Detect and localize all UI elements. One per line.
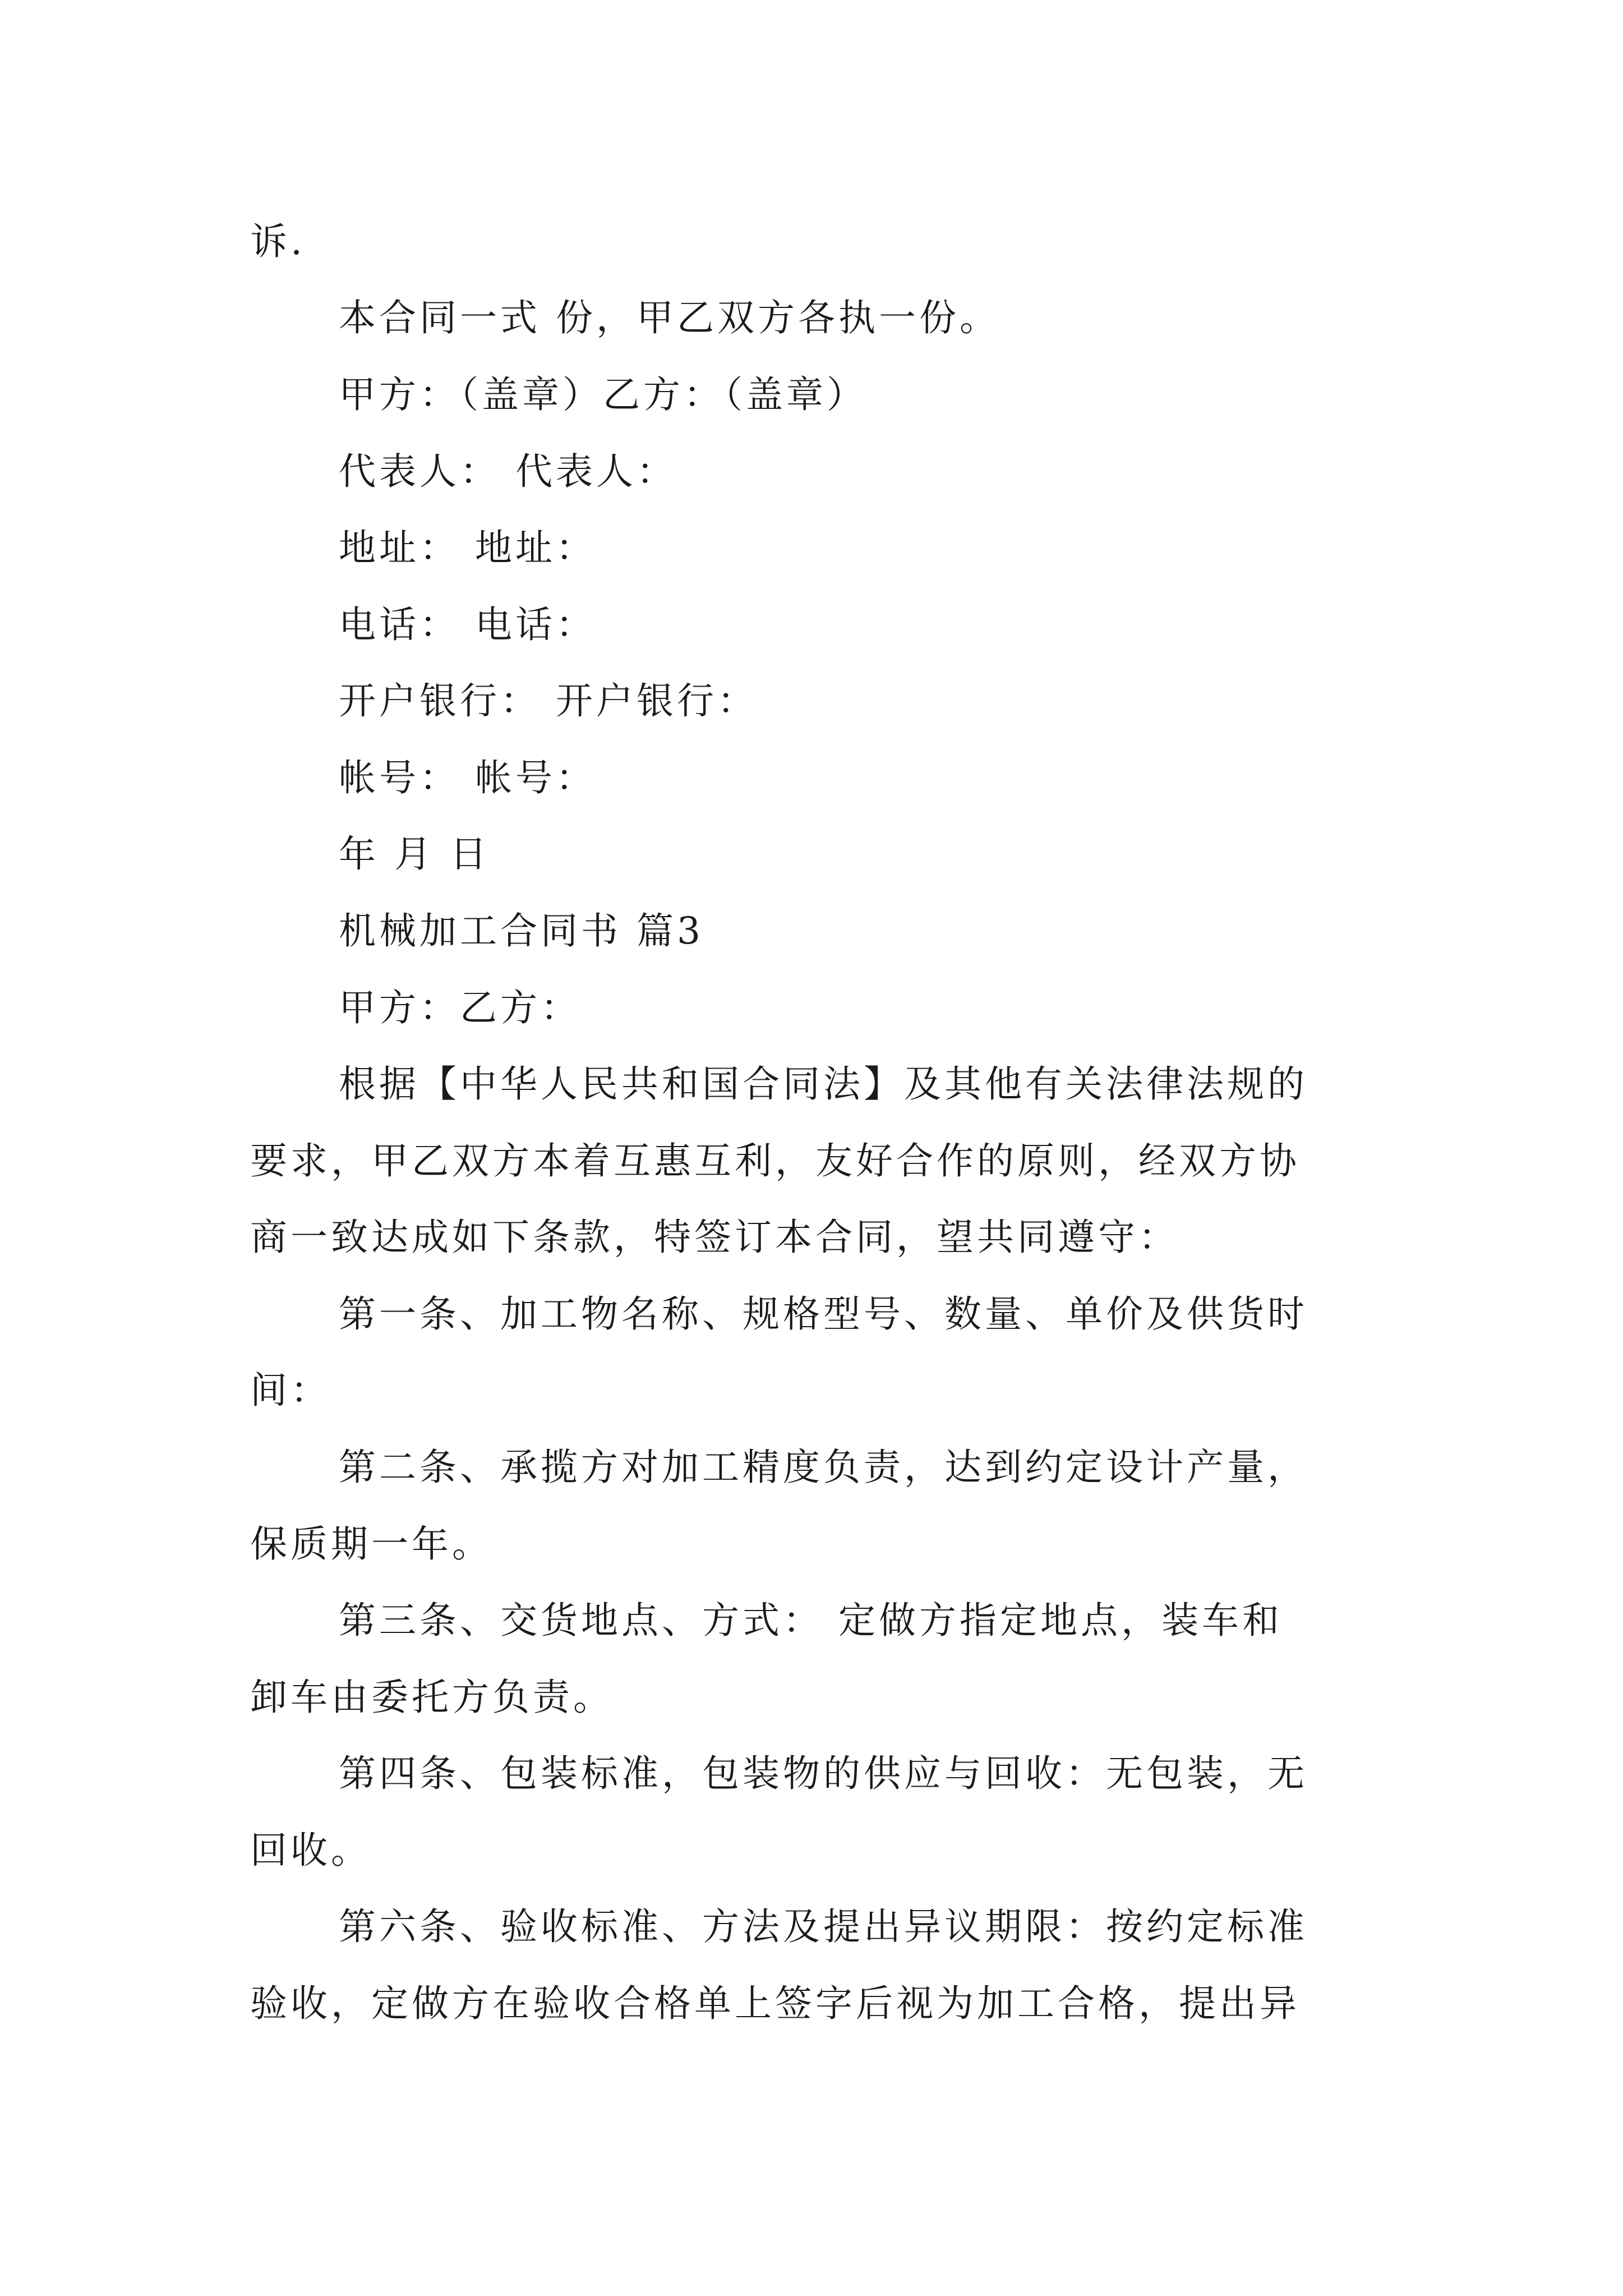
text-line: 诉. xyxy=(250,220,306,263)
text-line: 开户银行： 开户银行： xyxy=(339,679,758,723)
section-heading: 机械加工合同书 篇3 xyxy=(339,909,704,953)
text-line: 要求，甲乙双方本着互惠互利，友好合作的原则，经双方协 xyxy=(250,1139,1300,1182)
text-line: 代表人： 代表人： xyxy=(339,450,677,493)
text-line: 第三条、交货地点、方式： 定做方指定地点，装车和 xyxy=(339,1599,1283,1642)
text-line: 地址： 地址： xyxy=(339,526,596,569)
text-line: 回收。 xyxy=(250,1829,371,1872)
text-line: 第一条、加工物名称、规格型号、数量、单价及供货时 xyxy=(339,1292,1308,1336)
text-line: 甲方：乙方： xyxy=(339,986,581,1029)
text-line: 间： xyxy=(250,1369,331,1412)
text-line: 第六条、验收标准、方法及提出异议期限：按约定标准 xyxy=(339,1905,1308,1948)
text-line: 电话： 电话： xyxy=(339,603,596,646)
text-line: 验收，定做方在验收合格单上签字后视为加工合格，提出异 xyxy=(250,1982,1300,2025)
text-line: 第二条、承揽方对加工精度负责，达到约定设计产量， xyxy=(339,1446,1308,1489)
text-line: 根据【中华人民共和国合同法】及其他有关法律法规的 xyxy=(339,1062,1308,1106)
text-line: 本合同一式 份，甲乙双方各执一份。 xyxy=(339,296,1000,339)
text-line: 卸车由委托方负责。 xyxy=(250,1676,614,1719)
text-line: 保质期一年。 xyxy=(250,1522,492,1566)
text-line: 甲方：（盖章）乙方：（盖章） xyxy=(339,373,867,416)
text-line: 商一致达成如下条款，特签订本合同，望共同遵守： xyxy=(250,1216,1179,1259)
text-line: 年 月 日 xyxy=(339,832,490,876)
text-line: 第四条、包装标准，包装物的供应与回收：无包装，无 xyxy=(339,1752,1308,1795)
text-line: 帐号： 帐号： xyxy=(339,756,596,799)
